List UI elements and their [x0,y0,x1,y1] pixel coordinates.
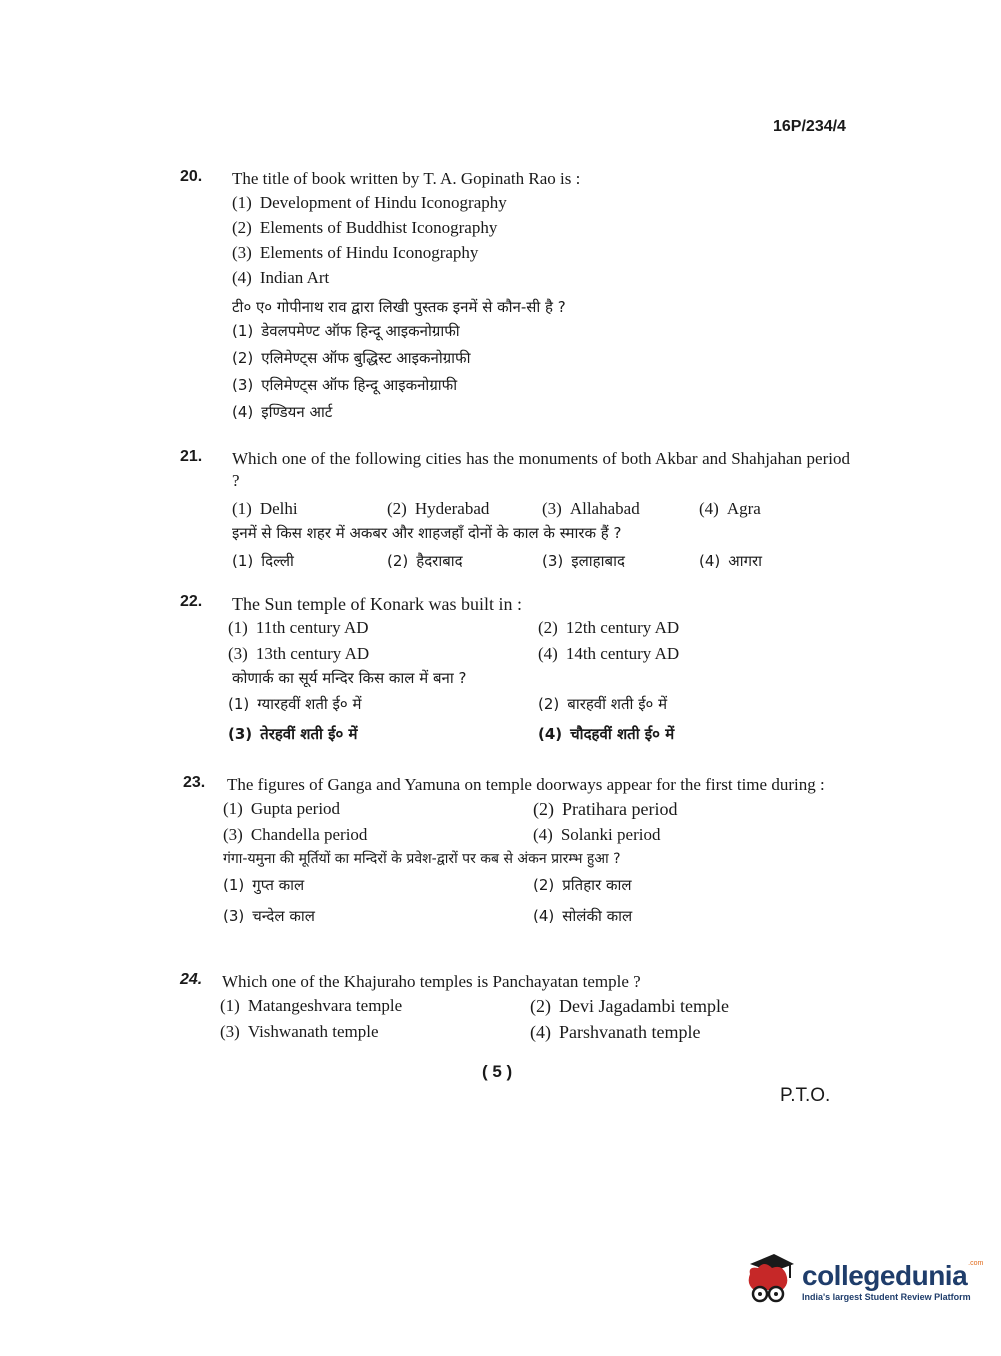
question-number: 21. [180,448,203,465]
option-grid-hindi [228,689,850,749]
question-24 [180,971,850,1045]
paper-code: 16P/234/4 [773,118,846,135]
option-1-hindi: (1) डेवलपमेण्ट ऑफ हिन्दू आइकनोग्राफी [232,322,460,340]
question-text: The figures of Ganga and Yamuna on temple doorways appear for the first time during : [227,775,825,794]
pto-label: P.T.O. [780,1085,831,1106]
option-3: (3) Vishwanath temple [220,1022,379,1041]
option-4-hindi: (4) सोलंकी काल [533,907,633,925]
option-2-hindi: (2) हैदराबाद [387,552,463,570]
option-3: (3) Elements of Hindu Iconography [232,243,479,262]
option-3: (3) Chandella period [223,825,368,844]
question-23 [183,774,853,932]
option-4-hindi: (4) आगरा [699,552,763,570]
option-1: (1) Development of Hindu Iconography [232,193,507,212]
option-1-hindi: (1) गुप्त काल [223,876,305,894]
option-list [232,190,850,290]
question-text-hindi: गंगा-यमुना की मूर्तियों का मन्दिरों के प्रवेश-द्वारों पर कब से अंकन प्रारम्भ हुआ ? [223,851,621,867]
option-2-hindi: (2) बारहवीं शती ई० में [538,695,668,713]
option-2: (2) Pratihara period [533,799,678,819]
logo-brand: collegedunia [802,1260,968,1291]
logo-text [802,1260,983,1302]
question-number: 23. [183,774,206,791]
option-3-hindi: (3) तेरहवीं शती ई० में [228,725,358,743]
option-2-hindi: (2) प्रतिहार काल [533,876,632,894]
option-2: (2) Hyderabad [387,499,490,518]
option-4: (4) 14th century AD [538,644,680,663]
question-number: 24. [180,971,203,988]
option-3: (3) Allahabad [542,499,640,518]
question-text: Which one of the Khajuraho temples is Panchayatan temple ? [222,972,641,991]
option-1-hindi: (1) दिल्ली [232,552,294,570]
question-22 [180,593,850,749]
option-3-hindi: (3) चन्देल काल [223,907,315,925]
question-text-hindi: कोणार्क का सूर्य मन्दिर किस काल में बना ? [232,669,467,687]
option-1: (1) Delhi [232,499,298,518]
question-text: The title of book written by T. A. Gopinath Rao is : [232,169,581,188]
question-21 [180,448,850,574]
option-row-hindi [232,548,850,574]
mascot-icon [742,1250,798,1312]
option-1: (1) 11th century AD [228,618,369,637]
option-3-hindi: (3) इलाहाबाद [542,552,625,570]
logo-tagline: India's largest Student Review Platform [802,1292,971,1302]
option-2: (2) 12th century AD [538,618,680,637]
logo-domain: .com [968,1260,984,1267]
option-1-hindi: (1) ग्यारहवीं शती ई० में [228,695,362,713]
option-grid-hindi [223,870,853,932]
question-text-hindi: इनमें से किस शहर में अकबर और शाहजहाँ दोनों के काल के स्मारक हैं ? [232,524,622,542]
question-text: The Sun temple of Konark was built in : [232,594,522,614]
option-3: (3) 13th century AD [228,644,370,663]
question-number: 22. [180,593,203,610]
option-2: (2) Elements of Buddhist Iconography [232,218,498,237]
option-4-hindi: (4) चौदहवीं शती ई० में [538,725,675,743]
option-4: (4) Parshvanath temple [530,1022,701,1042]
question-text-hindi: टी० ए० गोपीनाथ राव द्वारा लिखी पुस्तक इनमें से कौन-सी है ? [232,298,566,316]
option-grid [223,796,853,848]
question-number: 20. [180,168,203,185]
option-grid [220,993,850,1045]
option-3-hindi: (3) एलिमेण्ट्स ऑफ हिन्दू आइकनोग्राफी [232,376,458,394]
option-2-hindi: (2) एलिमेण्ट्स ऑफ बुद्धिस्ट आइकनोग्राफी [232,349,471,367]
option-1: (1) Matangeshvara temple [220,996,403,1015]
question-20 [180,168,850,426]
option-grid [228,615,850,667]
option-2: (2) Devi Jagadambi temple [530,996,729,1016]
option-row [232,496,850,522]
question-text: Which one of the following cities has the monuments of both Akbar and Shahjahan period ? [232,449,850,490]
option-list-hindi [232,318,850,426]
option-4-hindi: (4) इण्डियन आर्ट [232,403,333,421]
option-1: (1) Gupta period [223,799,341,818]
page-number: ( 5 ) [482,1062,513,1081]
option-4: (4) Indian Art [232,268,330,287]
option-4: (4) Agra [699,499,761,518]
collegedunia-logo [742,1250,983,1312]
option-4: (4) Solanki period [533,825,661,844]
